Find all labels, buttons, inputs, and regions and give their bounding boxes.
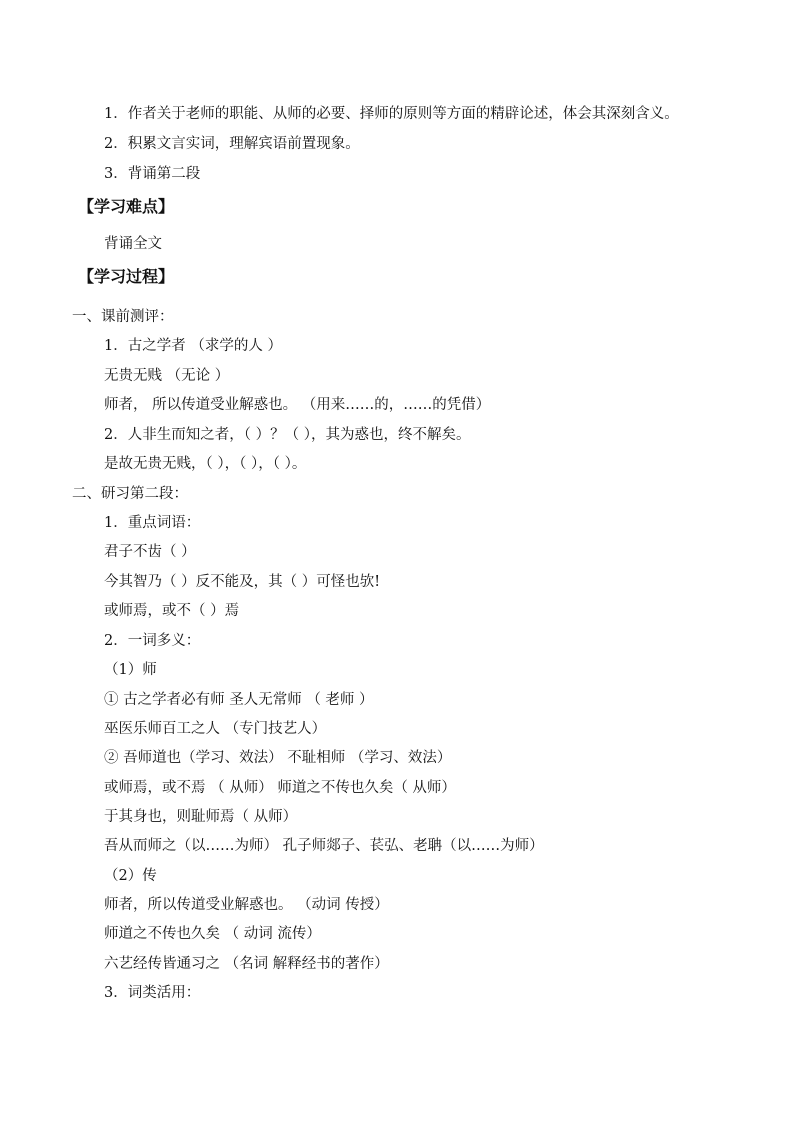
- section2-line: 君子不齿（ ）: [104, 544, 196, 560]
- objective-line-1: 1．作者关于老师的职能、从师的必要、择师的原则等方面的精辟论述，体会其深刻含义。: [104, 106, 679, 122]
- process-heading: 【学习过程】: [78, 267, 175, 286]
- section2-line: 巫医乐师百工之人 （专门技艺人）: [104, 721, 327, 737]
- section2-line: 师者，所以传道受业解惑也。 （动词 传授）: [104, 897, 389, 913]
- objective-line-2: 2．积累文言实词，理解宾语前置现象。: [104, 136, 360, 152]
- section2-line: 师道之不传也久矣 （ 动词 流传）: [104, 926, 321, 942]
- section2-line: ① 古之学者必有师 圣人无常师 （ 老师 ）: [104, 692, 374, 708]
- section2-line: 或师焉，或不焉 （ 从师） 师道之不传也久矣（ 从师）: [104, 780, 456, 796]
- section2-line: ② 吾师道也（学习、效法） 不耻相师 （学习、效法）: [104, 750, 452, 766]
- section1-line: 无贵无贱 （无论 ）: [104, 368, 230, 384]
- section2-line: 于其身也，则耻师焉（ 从师）: [104, 809, 298, 825]
- section1-line: 是故无贵无贱，（ ），（ ），（ ）。: [104, 456, 307, 472]
- difficulty-text: 背诵全文: [104, 236, 162, 252]
- difficulty-heading: 【学习难点】: [78, 197, 175, 216]
- section2-line: 六艺经传皆通习之 （名词 解释经书的著作）: [104, 956, 389, 972]
- section1-line: 1．古之学者 （求学的人 ）: [104, 338, 282, 354]
- section1-title: 一、课前测评：: [72, 309, 174, 325]
- section2-line: 1．重点词语：: [104, 515, 201, 531]
- section1-line: 2．人非生而知之者，（ ）？（ ），其为惑也，终不解矣。: [104, 427, 471, 443]
- section2-line: 3．词类活用：: [104, 985, 201, 1001]
- section2-line: 或师焉，或不（ ）焉: [104, 603, 240, 619]
- section2-title: 二、研习第二段：: [72, 486, 188, 502]
- section2-line: （1）师: [104, 662, 157, 678]
- section2-line: 2．一词多义：: [104, 633, 201, 649]
- section2-line: 吾从而师之（以……为师） 孔子师郯子、苌弘、老聃（以……为师）: [104, 838, 544, 854]
- section2-line: 今其智乃（ ）反不能及，其（ ）可怪也欤!: [104, 574, 381, 590]
- section1-line: 师者， 所以传道受业解惑也。 （用来……的，……的凭借）: [104, 397, 491, 413]
- section2-line: （2）传: [104, 868, 157, 884]
- objective-line-3: 3．背诵第二段: [104, 166, 201, 182]
